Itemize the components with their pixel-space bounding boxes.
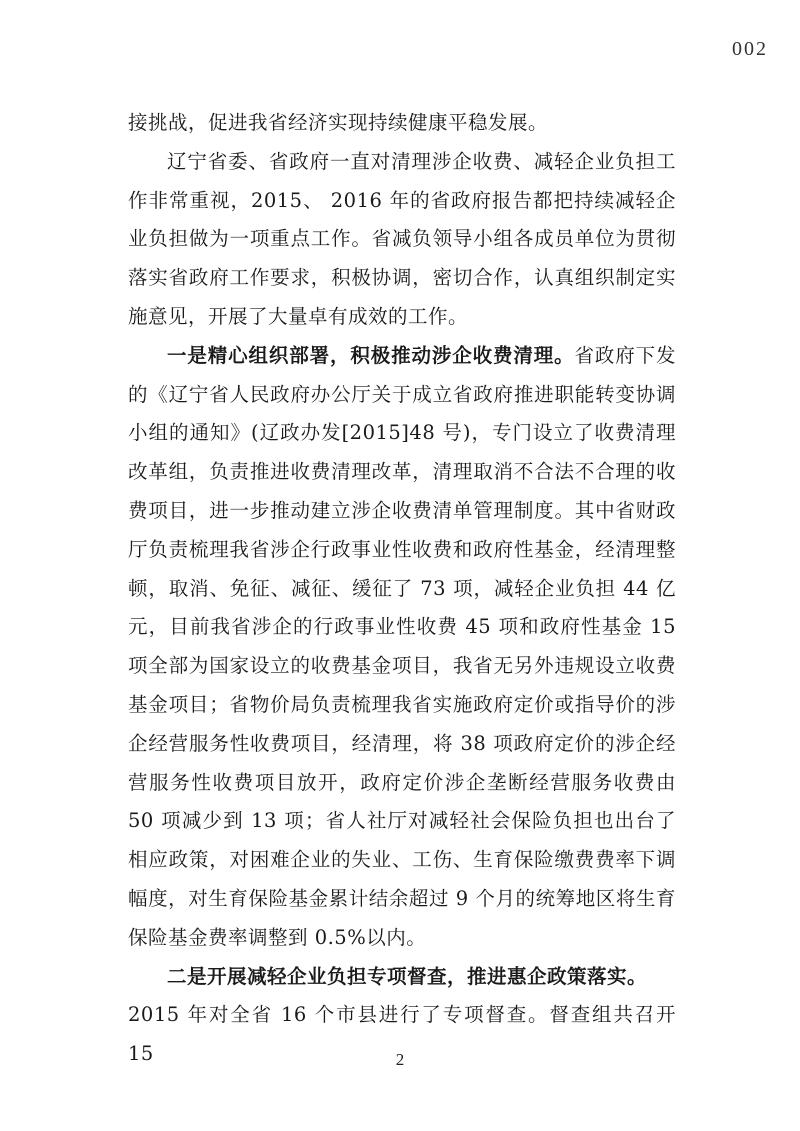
page-number: 2 [395,1050,405,1069]
paragraph-3-text: 省政府下发的《辽宁省人民政府办公厅关于成立省政府推进职能转变协调小组的通知》(辽政办发[2015]48 号)，专门设立了收费清理改革组，负责推进收费清理改革，清理取消不合法不合理的收费项目，进一步推动建立涉企收费清单管理制度。其中省财政厅负责梳理我省涉企行政事业性收费和政府性基金，经清理整顿，取消、免征、减征、缓征了 73 项，减轻企业负担 44 亿元，目前我省涉企的行政事业性收费 45 项和政府性基金 15 项全部为国家设立的收费基金项目，我省无另外违规设立收费基金项目；省物价局负责梳理我省实施政府定价或指导价的涉企经营服务性收费项目，经清理，将 38 项政府定价的涉企经营服务性收费项目放开，政府定价涉企垄断经营服务收费由 50 项减少到 13 项；省人社厅对减轻社会保险负担也出台了相应政策，对困难企业的失业、工伤、生育保险缴费费率下调幅度，对生育保险基金累计结余超过 9 个月的统筹地区将生育保险基金费率调整到 0.5%以内。 [128,343,676,949]
paragraph-4-text: 2015 年对全省 16 个市县进行了专项督查。督查组共召开 15 [128,1003,676,1066]
paragraph-1: 接挑战，促进我省经济实现持续健康平稳发展。 [128,111,549,134]
document-body [128,104,676,1074]
paragraph-3 [128,337,676,958]
paragraph-4-heading: 二是开展减轻企业负担专项督查，推进惠企政策落实。 [167,964,648,988]
page-code-stamp: 002 [732,38,768,60]
paragraph-2: 辽宁省委、省政府一直对清理涉企收费、减轻企业负担工作非常重视，2015、 2016 年的省政府报告都把持续减轻企业负担做为一项重点工作。省减负领导小组各成员单位为贯彻落实省政府工作要求，积极协调，密切合作，认真组织制定实施意见，开展了大量卓有成效的工作。 [128,149,676,328]
paragraph-3-heading: 一是精心组织部署，积极推动涉企收费清理。 [167,343,575,367]
